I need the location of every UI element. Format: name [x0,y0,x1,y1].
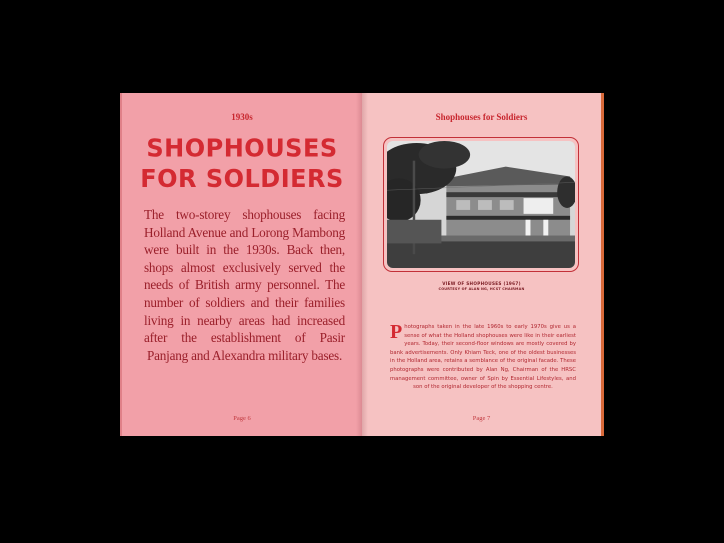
caption-credit: COURTESY OF ALAN NG, HCST CHAIRMAN [438,287,525,291]
right-running-head: Shophouses for Soldiers [435,112,528,122]
left-page-number: Page 6 [233,415,251,422]
intro-paragraph: The two-storey shophouses facing Holland Avenue and Lorong Mambong were built in the 1930s. Back then, shops almost exclusively served the needs of British army personnel. The number of soldiers and their families living in nearby areas had increased after the establishment of Pasir Panjang and Alexandra military bases. [144,207,345,363]
book-gutter [356,93,368,436]
right-page-number: Page 7 [472,415,491,422]
open-booklet [120,93,604,436]
shophouses-photo-illustration [387,141,575,268]
right-page [362,93,604,436]
left-running-head: 1930s [231,112,253,122]
body-text: hotographs taken in the late 1960s to early 1970s give us a sense of what the Holland shophouses were like in their earliest years. Today, their second-floor windows are mostly covered by bank advertisements. Only Khiam Teck, one of the oldest businesses in the Holland area, retains a semblance of the original facade. These photographs were contributed by Alan Ng, Chairman of the HRSC management committee, owner of Spin by Essential Lifestyles, and son of the original developer of the shopping centre. [390,324,576,391]
photo-caption [362,281,601,291]
shophouses-photo [387,141,575,268]
drop-cap: P [390,321,403,343]
title-line-1: SHOPHOUSES [146,133,338,163]
body-paragraph [390,323,576,392]
page-title [122,134,362,195]
left-page [120,93,362,436]
title-line-2: FOR SOLDIERS [140,164,344,194]
photo-frame [383,137,579,272]
caption-title: VIEW OF SHOPHOUSES (1967) [442,281,521,286]
